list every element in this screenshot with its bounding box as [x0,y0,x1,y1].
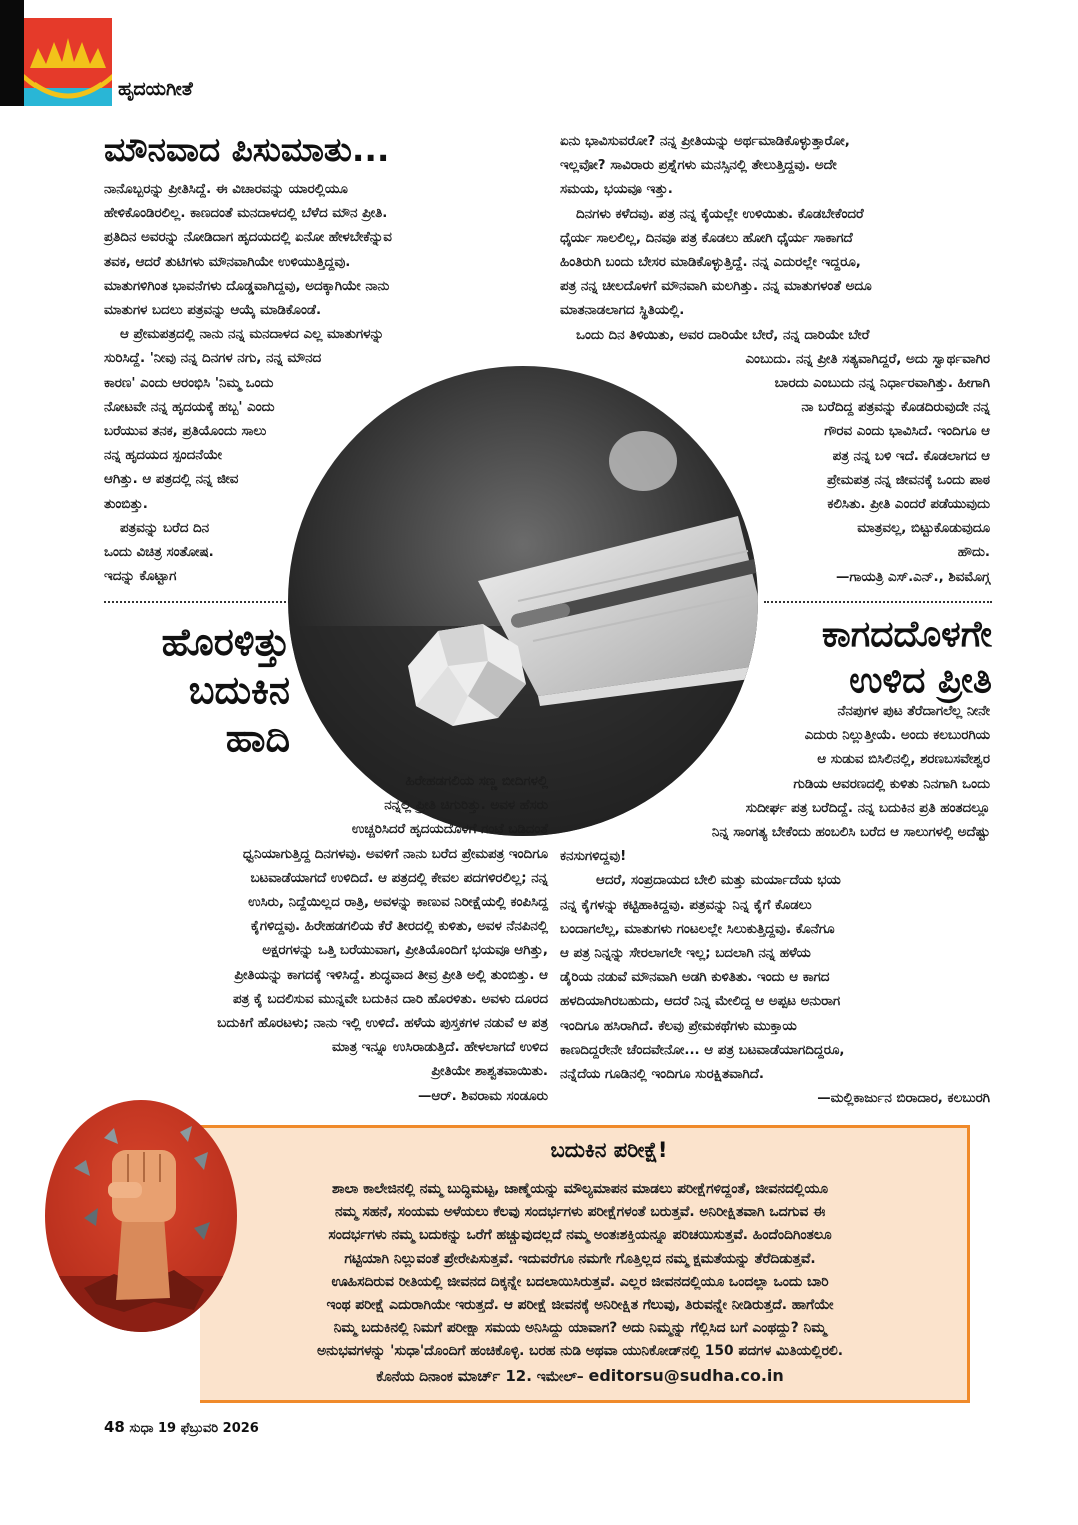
text-line: ಪ್ರೀತಿಯನ್ನು ಕಾಗದಕ್ಕೆ ಇಳಿಸಿದ್ದೆ. ಶುದ್ಧವಾದ ತೀವ್ರ ಪ್ರೀತಿ ಅಲ್ಲಿ ತುಂಬಿತ್ತು. ಆ [234,967,548,983]
article3-title-line: ಕಾಗದದೊಳಗೇ [821,614,992,655]
text-line: ನನ್ನಲ್ಲಿ ಪ್ರೀತಿ ಚಿಗುರಿತ್ತು. ಅವಳ ಹೆಸರು [384,798,548,814]
text-line: ಶಾಲಾ ಕಾಲೇಜಿನಲ್ಲಿ ನಮ್ಮ ಬುದ್ಧಿಮಟ್ಟ, ಜಾಣ್ಮೆಯನ್ನು ಮೌಲ್ಯಮಾಪನ ಮಾಡಲು ಪರೀಕ್ಷೆಗಳಿದ್ದಂತೆ, ಜೀವನದಲ್ಲಿಯೂ [332,1181,828,1197]
text-line: ಗಟ್ಟಿಯಾಗಿ ನಿಲ್ಲುವಂತೆ ಪ್ರೇರೇಪಿಸುತ್ತವೆ. ಇದುವರೆಗೂ ನಮಗೇ ಗೊತ್ತಿಲ್ಲದ ನಮ್ಮ ಕ್ಷಮತೆಯನ್ನು ತೆರೆದಿಡುತ್ತವೆ. [344,1250,816,1267]
deadline-prefix: ಕೊನೆಯ ದಿನಾಂಕ [376,1368,453,1385]
text-line: ಪತ್ರ ನನ್ನ ಚೀಲದೊಳಗೆ ಮೌನವಾಗಿ ಮಲಗಿತ್ತು. ನನ್ನ ಮಾತುಗಳಂತೆ ಅದೂ [560,279,872,295]
text-line: ನಾನೊಬ್ಬರನ್ನು ಪ್ರೀತಿಸಿದ್ದೆ. ಈ ವಿಚಾರವನ್ನು ಯಾರಲ್ಲಿಯೂ [104,182,348,197]
text-line: ಸಂದರ್ಭಗಳು ನಮ್ಮ ಬದುಕನ್ನು ಒರೆಗೆ ಹಚ್ಚುವುದಲ್ಲದೆ ನಮ್ಮ ಅಂತಃಶಕ್ತಿಯನ್ನೂ ಪರಿಚಯಿಸುತ್ತವೆ. ಹಿಂದೆಂದಿಗಿಂತಲೂ [328,1227,832,1244]
section-logo [24,18,112,106]
text-line: ನಿಮ್ಮ ಬದುಕಿನಲ್ಲಿ ನಿಮಗೆ ಪರೀಕ್ಷಾ ಸಮಯ ಅನಿಸಿದ್ದು ಯಾವಾಗ? ಅದು ನಿಮ್ಮನ್ನು ಗೆಲ್ಲಿಸಿದ ಬಗೆ ಎಂಥದ್ದು? ನಿಮ್ಮ [333,1320,827,1337]
text-line: ಹೌದು. [957,545,990,561]
text-line: ಪ್ರೇಮಪತ್ರ ನನ್ನ ಜೀವನಕ್ಕೆ ಒಂದು ಪಾಠ [827,472,990,488]
text-line: ಪ್ರತಿದಿನ ಅವರನ್ನು ನೋಡಿದಾಗ ಹೃದಯದಲ್ಲಿ ಏನೋ ಹೇಳಬೇಕೆನ್ನುವ [104,230,392,246]
text-line: ಎದುರು ನಿಲ್ಲುತ್ತೀಯೆ. ಅಂದು ಕಲಬುರಗಿಯ [804,728,990,744]
article3-body [560,700,990,1111]
text-line: ಹೇಳಿಕೊಂಡಿರಲಿಲ್ಲ. ಕಾಣದಂತೆ ಮನದಾಳದಲ್ಲಿ ಬೆಳೆದ ಮೌನ ಪ್ರೀತಿ. [104,206,388,222]
text-line: ಕಾಣದಿದ್ದರೇನೇ ಚೆಂದವೇನೋ... ಆ ಪತ್ರ ಬಟವಾಡೆಯಾಗದಿದ್ದರೂ, [560,1042,845,1058]
text-line: ಪತ್ರವನ್ನು ಬರೆದ ದಿನ [120,520,210,536]
text-line: ಅಕ್ಷರಗಳನ್ನು ಒತ್ತಿ ಬರೆಯುವಾಗ, ಪ್ರೀತಿಯೊಂದಿಗೆ ಭಯವೂ ಆಗಿತ್ತು, [262,943,548,959]
text-line: ಇಲ್ಲವೋ? ಸಾವಿರಾರು ಪ್ರಶ್ನೆಗಳು ಮನಸ್ಸಿನಲ್ಲಿ ತೇಲುತ್ತಿದ್ದವು. ಅದೇ [560,158,837,174]
text-line: ಇದನ್ನು ಕೊಟ್ಟಾಗ [104,569,177,585]
article2-author: —ಆರ್. ಶಿವರಾಮ ಸಂಡೂರು [418,1088,548,1104]
email-label: ಇಮೇಲ್– [536,1368,584,1385]
contest-deadline-line [240,1364,920,1389]
text-line: ಕಲಿಸಿತು. ಪ್ರೀತಿ ಎಂದರೆ ಪಡೆಯುವುದು [827,497,990,513]
text-line: ಧ್ವನಿಯಾಗುತ್ತಿದ್ದ ದಿನಗಳವು. ಅವಳಿಗೆ ನಾನು ಬರೆದ ಪ್ರೇಮಪತ್ರ ಇಂದಿಗೂ [242,846,548,862]
text-line: ಆಗಿತ್ತು. ಆ ಪತ್ರದಲ್ಲಿ ನನ್ನ ಜೀವ [104,472,239,488]
text-line: ಮಾತನಾಡಲಾಗದ ಸ್ಥಿತಿಯಲ್ಲಿ. [560,303,685,319]
text-line: ಉಸಿರು, ನಿದ್ದೆಯಿಲ್ಲದ ರಾತ್ರಿ, ಅವಳನ್ನು ಕಾಣುವ ನಿರೀಕ್ಷೆಯಲ್ಲಿ ಕಂಪಿಸಿದ್ದ [248,895,548,911]
text-line: ಕೈಗಳಿದ್ದವು. ಹಿರೇಹಡಗಲಿಯ ಕೆರೆ ತೀರದಲ್ಲಿ ಕುಳಿತು, ಅವಳ ನೆನಪಿನಲ್ಲಿ [250,919,548,935]
separator-left [104,601,290,603]
article2-title-line: ಬದುಕಿನ [188,668,290,712]
text-line: ನೆನಪುಗಳ ಪುಟ ತೆರೆದಾಗಲೆಲ್ಲ ನೀನೇ [837,704,990,719]
text-line: ಇಂದಿಗೂ ಹಸಿರಾಗಿದೆ. ಕೆಲವು ಪ್ರೇಮಕಥೆಗಳು ಮುಕ್ತಾಯ [560,1018,797,1034]
text-line: ತುಂಬಿತ್ತು. [104,496,148,512]
text-line: ಸಮಯ, ಭಯವೂ ಇತ್ತು. [560,182,673,198]
text-line: ಬರೆಯುವ ತನಕ, ಪ್ರತಿಯೊಂದು ಸಾಲು [104,424,267,440]
text-line: ಧೈರ್ಯ ಸಾಲಲಿಲ್ಲ, ದಿನವೂ ಪತ್ರ ಕೊಡಲು ಹೋಗಿ ಧೈರ್ಯ ಸಾಕಾಗದೆ [560,230,853,246]
text-line: ಮಾತುಗಳ ಬದಲು ಪತ್ರವನ್ನು ಆಯ್ಕೆ ಮಾಡಿಕೊಂಡೆ. [104,303,322,319]
deadline-date: ಮಾರ್ಚ್ 12. [457,1366,532,1385]
text-line: ಕಾರಣ' ಎಂದು ಆರಂಭಿಸಿ 'ನಿಮ್ಮ ಒಂದು [104,375,274,391]
text-line: ಹಳದಿಯಾಗಿರಬಹುದು, ಆದರೆ ನಿನ್ನ ಮೇಲಿದ್ದ ಆ ಅಪ್ಪಟ ಅನುರಾಗ [560,994,841,1010]
section-label: ಹೃದಯಗೀತೆ [118,78,193,100]
logo-side-bar [0,0,24,106]
contest-body [240,1178,920,1389]
text-line: ಬಾರದು ಎಂಬುದು ನನ್ನ ನಿರ್ಧಾರವಾಗಿತ್ತು. ಹೀಗಾಗಿ [774,376,990,392]
text-line: ಬಂದಾಗಲೆಲ್ಲ, ಮಾತುಗಳು ಗಂಟಲಲ್ಲೇ ಸಿಲುಕುತ್ತಿದ್ದವು. ಕೊನೆಗೂ [560,921,835,937]
text-line: ಮಾತ್ರವಲ್ಲ, ಬಿಟ್ಟುಕೊಡುವುದೂ [857,521,990,537]
text-line: ನಾ ಬರೆದಿದ್ದ ಪತ್ರವನ್ನು ಕೊಡದಿರುವುದೇ ನನ್ನ [801,400,990,416]
text-line: ಹಿರೇಹಡಗಲಿಯ ಸಣ್ಣ ಬೀದಿಗಳಲ್ಲಿ [405,774,548,789]
article2-title-line: ಹಾದಿ [225,716,290,760]
text-line: ಪತ್ರ ಕೈ ಬದಲಿಸುವ ಮುನ್ನವೇ ಬದುಕಿನ ದಾರಿ ಹೊರಳಿತು. ಅವಳು ದೂರದ [233,991,548,1007]
text-line: ನೋಟವೇ ನನ್ನ ಹೃದಯಕ್ಕೆ ಹಬ್ಬ' ಎಂದು [104,399,275,415]
article2-title-line: ಹೊರಳಿತ್ತು [161,620,290,664]
page-number: 48 [104,1418,125,1436]
text-line: ಪತ್ರ ನನ್ನ ಬಳಿ ಇದೆ. ಕೊಡಲಾಗದ ಆ [832,448,990,464]
text-line: ಬದುಕಿಗೆ ಹೊರಟಳು; ನಾನು ಇಲ್ಲಿ ಉಳಿದೆ. ಹಳೆಯ ಪುಸ್ತಕಗಳ ನಡುವೆ ಆ ಪತ್ರ [217,1016,548,1032]
article3-title-line: ಉಳಿದ ಪ್ರೀತಿ [849,660,992,701]
text-line: ನನ್ನೆದೆಯ ಗೂಡಿನಲ್ಲಿ ಇಂದಿಗೂ ಸುರಕ್ಷಿತವಾಗಿದೆ. [560,1067,764,1083]
text-line: ಕನಸುಗಳಿದ್ದವು! [560,849,627,865]
text-line: ನನ್ನ ಹೃದಯದ ಸ್ಪಂದನೆಯೇ [104,448,222,464]
text-line: ಸುರಿಸಿದ್ದೆ. 'ನೀವು ನನ್ನ ದಿನಗಳ ನಗು, ನನ್ನ ಮೌನದ [104,351,322,367]
fist-illustration [44,1098,238,1334]
text-line: ಅನುಭವಗಳನ್ನು 'ಸುಧಾ'ದೊಂದಿಗೆ ಹಂಚಿಕೊಳ್ಳಿ. ಬರಹ ನುಡಿ ಅಥವಾ ಯುನಿಕೋಡ್‌ನಲ್ಲಿ 150 ಪದಗಳ ಮಿತಿಯಲ್ಲಿರಲಿ. [317,1343,843,1360]
text-line: ನಮ್ಮ ಸಹನೆ, ಸಂಯಮ ಅಳೆಯಲು ಕೆಲವು ಸಂದರ್ಭಗಳು ಪರೀಕ್ಷೆಗಳಂತೆ ಬರುತ್ತವೆ. ಅನಿರೀಕ್ಷಿತವಾಗಿ ಒದಗುವ ಈ [334,1204,826,1221]
text-line: ಗುಡಿಯ ಆವರಣದಲ್ಲಿ ಕುಳಿತು ನಿನಗಾಗಿ ಒಂದು [793,776,990,792]
text-line: ಆ ಪ್ರೇಮಪತ್ರದಲ್ಲಿ ನಾನು ನನ್ನ ಮನದಾಳದ ಎಲ್ಲ ಮಾತುಗಳನ್ನು [120,327,384,343]
text-line: ಆ ಸುಡುವ ಬಿಸಿಲಿನಲ್ಲಿ, ಶರಣಬಸವೇಶ್ವರ [817,752,990,768]
text-line: ಬಟವಾಡೆಯಾಗದೆ ಉಳಿದಿದೆ. ಆ ಪತ್ರದಲ್ಲಿ ಕೇವಲ ಪದಗಳಿರಲಿಲ್ಲ; ನನ್ನ [250,870,548,886]
text-line: ಪ್ರೀತಿಯೇ ಶಾಶ್ವತವಾಯಿತು. [431,1064,548,1080]
text-line: ಸುದೀರ್ಘ ಪತ್ರ ಬರೆದಿದ್ದೆ. ನನ್ನ ಬದುಕಿನ ಪ್ರತಿ ಹಂತದಲ್ಲೂ [745,800,990,816]
text-line: ನಿನ್ನ ಸಾಂಗತ್ಯ ಬೇಕೆಂದು ಹಂಬಲಿಸಿ ಬರೆದ ಆ ಸಾಲುಗಳಲ್ಲಿ ಅದೆಷ್ಟು [711,825,990,841]
page-footer [104,1418,259,1436]
article2-title [100,618,290,762]
text-line: ಮಾತ್ರ ಇನ್ನೂ ಉಸಿರಾಡುತ್ತಿದೆ. ಹೇಳಲಾಗದೆ ಉಳಿದ [331,1040,548,1056]
text-line: ನನ್ನ ಕೈಗಳನ್ನು ಕಟ್ಟಿಹಾಕಿದ್ದವು. ಪತ್ರವನ್ನು ನಿನ್ನ ಕೈಗೆ ಕೊಡಲು [560,897,812,913]
text-line: ಆ ಪತ್ರ ನಿನ್ನನ್ನು ಸೇರಲಾಗಲೇ ಇಲ್ಲ; ಬದಲಾಗಿ ನನ್ನ ಹಳೆಯ [560,946,811,962]
text-line: ಊಹಿಸದಿರುವ ರೀತಿಯಲ್ಲಿ ಜೀವನದ ದಿಕ್ಕನ್ನೇ ಬದಲಾಯಿಸಿರುತ್ತವೆ. ಎಲ್ಲರ ಜೀವನದಲ್ಲಿಯೂ ಒಂದಲ್ಲಾ ಒಂದು ಬಾರಿ [331,1273,829,1290]
text-line: ಒಂದು ದಿನ ತಿಳಿಯಿತು, ಅವರ ದಾರಿಯೇ ಬೇರೆ, ನನ್ನ ದಾರಿಯೇ ಬೇರೆ [576,327,870,343]
separator-right [764,601,992,603]
article2-body [104,770,548,1109]
text-line: ಮಾತುಗಳಿಗಿಂತ ಭಾವನೆಗಳು ದೊಡ್ಡವಾಗಿದ್ದವು, ಅದಕ್ಕಾಗಿಯೇ ನಾನು [104,278,390,294]
issue-info: ಸುಧಾ 19 ಫೆಬ್ರುವರಿ 2026 [129,1421,259,1436]
contest-title: ಬದುಕಿನ ಪರೀಕ್ಷೆ! [550,1138,668,1162]
article3-title [764,612,992,704]
text-line: ಏನು ಭಾವಿಸುವರೋ? ನನ್ನ ಪ್ರೀತಿಯನ್ನು ಅರ್ಥಮಾಡಿಕೊಳ್ಳುತ್ತಾರೋ, [560,134,850,149]
text-line: ಹಿಂತಿರುಗಿ ಬಂದು ಬೇಸರ ಮಾಡಿಕೊಳ್ಳುತ್ತಿದ್ದೆ. ನನ್ನ ಎದುರಲ್ಲೇ ಇದ್ದರೂ, [560,255,861,271]
text-line: ಒಂದು ವಿಚಿತ್ರ ಸಂತೋಷ. [104,545,214,561]
text-line: ತವಕ, ಆದರೆ ತುಟಿಗಳು ಮೌನವಾಗಿಯೇ ಉಳಿಯುತ್ತಿದ್ದವು. [104,254,351,270]
article1-author: —ಗಾಯತ್ರಿ ಎಸ್.ಎನ್., ಶಿವಮೊಗ್ಗ [836,569,990,585]
article3-author: —ಮಲ್ಲಿಕಾರ್ಜುನ ಬಿರಾದಾರ, ಕಲಬುರಗಿ [817,1091,990,1107]
text-line: ಎಂಬುದು. ನನ್ನ ಪ್ರೀತಿ ಸತ್ಯವಾಗಿದ್ದರೆ, ಅದು ಸ್ವಾರ್ಥವಾಗಿರ [745,351,990,367]
text-line: ಡೈರಿಯ ನಡುವೆ ಮೌನವಾಗಿ ಅಡಗಿ ಕುಳಿತಿತು. ಇಂದು ಆ ಕಾಗದ [560,970,830,986]
text-line: ದಿನಗಳು ಕಳೆದವು. ಪತ್ರ ನನ್ನ ಕೈಯಲ್ಲೇ ಉಳಿಯಿತು. ಕೊಡಬೇಕೆಂದರೆ [576,206,864,222]
article1-title: ಮೌನವಾದ ಪಿಸುಮಾತು... [104,130,390,169]
text-line: ಇಂಥ ಪರೀಕ್ಷೆ ಎದುರಾಗಿಯೇ ಇರುತ್ತದೆ. ಆ ಪರೀಕ್ಷೆ ಜೀವನಕ್ಕೆ ಅನಿರೀಕ್ಷಿತ ಗೆಲುವು, ತಿರುವನ್ನೇ ನೀಡಿರುತ್ತದೆ. ಹಾಗೆಯೇ [326,1297,834,1314]
text-line: ಗೌರವ ಎಂದು ಭಾವಿಸಿದೆ. ಇಂದಿಗೂ ಆ [824,424,990,440]
text-line: ಆದರೆ, ಸಂಪ್ರದಾಯದ ಬೇಲಿ ಮತ್ತು ಮರ್ಯಾದೆಯ ಭಯ [596,873,841,889]
text-line: ಉಚ್ಚರಿಸಿದರೆ ಹೃದಯದೊಳಗೆ ಗಂಟೆ ಬಡಿದಂತೆ [351,822,548,838]
contest-email-link[interactable]: editorsu@sudha.co.in [588,1365,784,1385]
